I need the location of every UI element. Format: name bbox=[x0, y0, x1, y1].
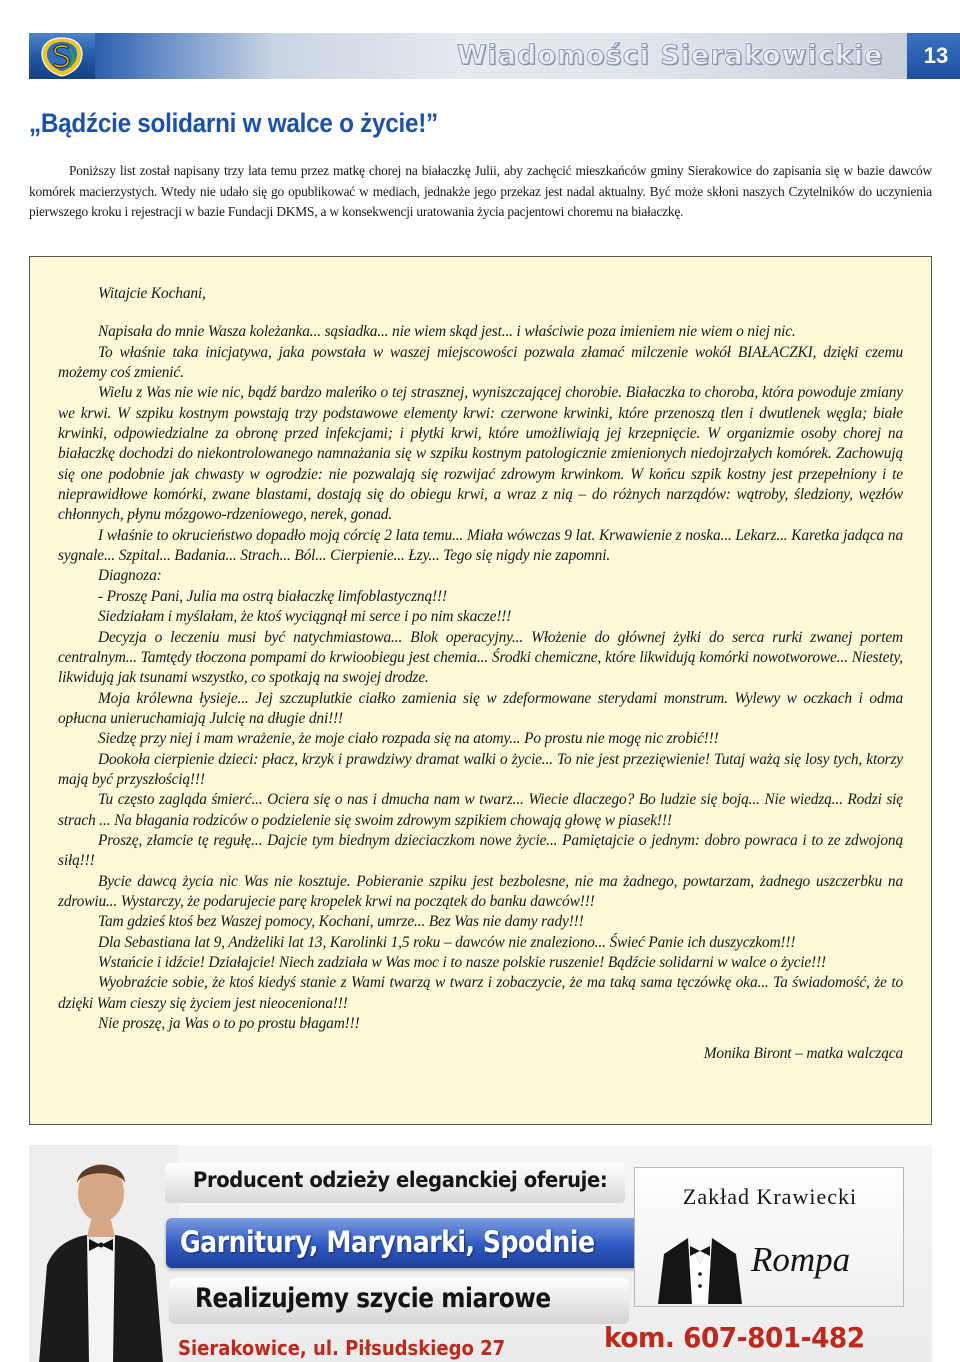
ad-phone: kom. 607-801-482 bbox=[604, 1321, 865, 1354]
letter-greeting: Witajcie Kochani, bbox=[98, 285, 206, 302]
letter-paragraph: Diagnoza: bbox=[98, 567, 162, 585]
tailor-advertisement bbox=[29, 1145, 932, 1362]
letter-body bbox=[58, 284, 903, 1065]
ad-address-line bbox=[172, 1337, 568, 1359]
tailor-logo-name: Zakład Krawiecki bbox=[682, 1184, 858, 1209]
man-in-tuxedo-image bbox=[29, 1145, 179, 1362]
letter-paragraph: Wyobraźcie sobie, że ktoś kiedyś stanie z Wami twarzą w twarz i zobaczycie, że ma taką sama tęczówkę oka... Ta świadomość, że to dzięki Wam cieszy się życiem jest nieoceniona!!! bbox=[58, 974, 903, 1012]
page-number: 13 bbox=[923, 43, 949, 68]
publication-title: Wiadomości Sierakowickie bbox=[456, 40, 884, 71]
ad-headline: Producent odzieży eleganckiej oferuje: bbox=[193, 1168, 608, 1192]
ad-headline-banner bbox=[165, 1163, 625, 1203]
article-headline: „Bądźcie solidarni w walce o życie!” bbox=[29, 108, 438, 138]
letter-paragraph: Dla Sebastiana lat 9, Andżeliki lat 13, Karolinki 1,5 roku – dawców nie znaleziono... Świeć Panie ich duszyczkom!!! bbox=[98, 933, 796, 951]
ad-products: Garnitury, Marynarki, Spodnie bbox=[180, 1225, 595, 1259]
letter-paragraph: Decyzja o leczeniu musi być natychmiastowa... Blok operacyjny... Włożenie do głównej żyłki do serca rurki zwanej portem centralnym... Tamtędy tłoczona pompami do krwioobiegu jest chemia... Środki chemiczne, które likwidują komórki nowotworowe... Niestety, likwidują jak tsunami wszystko, co spotkają na swojej drodze. bbox=[58, 628, 903, 687]
letter-paragraph: To właśnie taka inicjatywa, jaka powstała w waszej miejscowości pozwala złamać milczenie wokół BIAŁACZKI, dzięki czemu możemy coś zmienić. bbox=[58, 343, 903, 382]
letter-paragraph: Siedziałam i myślałam, że ktoś wyciągnął mi serce i po nim skacze!!! bbox=[98, 608, 512, 626]
letter-paragraph: Bycie dawcą życia nic Was nie kosztuje. Pobieranie szpiku jest bezbolesne, nie ma żadnego, powtarzam, żadnego uszczerbku na zdrowiu... Wystarczy, że podarujecie parę kropelek krwi na początek do banku dawców!!! bbox=[58, 872, 903, 910]
letter-box bbox=[29, 256, 932, 1125]
letter-paragraph: Wielu z Was nie wie nic, bądź bardzo maleńko o tej strasznej, wyniszczającej chorobie. Białaczka to choroba, która powoduje zmiany we krwi. W szpiku kostnym powstają trzy podstawowe elementy krwi: czerwone krwinki, które przenoszą tlen i dwutlenek węgla; białe krwinki, odpowiedzialne za obronę przed infekcjami; i płytki krwi, które umożliwiają jej krzepnięcie. W organizmie osoby chorej na białaczkę dochodzi do niekontrolowanego namnażania się w szpiku kostnym patologicznie zmienionych niedojrzałych komórek. Zachowują się one podobnie jak chwasty w ogrodzie: nie pozwalają się rozwijać zdrowym krwinkom. W końcu szpik kostny jest przepełniony i te nieprawidłowe komórki, zwane blastami, dostają się do obiegu krwi, a wraz z nią – do różnych narządów: wątroby, śledziony, węzłów chłonnych, płynu mózgowo-rdzeniowego, nerek, gonad. bbox=[58, 384, 903, 524]
ad-products-banner bbox=[166, 1218, 656, 1268]
page-number-box bbox=[907, 33, 960, 79]
header-logo-panel bbox=[29, 33, 95, 79]
letter-paragraph: Moja królewna łysieje... Jej szczuplutkie ciałko zamienia się w zdeformowane sterydami monstrum. Wylewy w oczkach i odma opłucna unieruchamiają Julcię na długie dni!!! bbox=[58, 689, 903, 727]
tuxedo-icon bbox=[650, 1234, 750, 1304]
article-intro: Poniższy list został napisany trzy lata temu przez matkę chorej na białaczkę Julii, aby zachęcić mieszkańców gminy Sierakowice do zapisania się w bazie dawców komórek macierzystych. Wtedy nie udało się go opublikować w mediach, jednakże jego przekaz jest nadal aktualny. Być może skłoni naszych Czytelników do uczynienia pierwszego kroku i rejestracji w bazie Fundacji DKMS, a w konsekwencji uratowania życia pacjentowi choremu na białaczkę. bbox=[29, 163, 932, 219]
letter-paragraph: - Proszę Pani, Julia ma ostrą białaczkę limfoblastyczną!!! bbox=[98, 587, 447, 605]
page-header bbox=[29, 33, 949, 79]
tailor-logo bbox=[634, 1167, 904, 1307]
ad-address: Sierakowice, ul. Piłsudskiego 27 bbox=[178, 1336, 506, 1360]
header-band bbox=[95, 33, 907, 79]
tailor-logo-script: Rompa bbox=[751, 1240, 851, 1279]
letter-paragraph: I właśnie to okrucieństwo dopadło moją córcię 2 lata temu... Miała wówczas 9 lat. Krwawienie z noska... Lekarz... Karetka jadąca na sygnale... Szpital... Badania... Strach... Ból... Cierpienie... Łzy... Tego się nigdy nie zapomni. bbox=[58, 526, 903, 565]
ad-service-banner bbox=[169, 1278, 629, 1324]
letter-paragraph: Tam gdzieś ktoś bez Waszej pomocy, Kochani, umrze... Bez Was nie damy rady!!! bbox=[98, 913, 584, 931]
letter-signature: Monika Biront – matka walcząca bbox=[703, 1045, 903, 1063]
letter-paragraph: Dookoła cierpienie dzieci: płacz, krzyk i prawdziwy dramat walki o życie... To nie jest przezięwienie! Tutaj ważą się losy tych, ktorzy mają być przyszłością!!! bbox=[58, 750, 903, 788]
letter-paragraph: Nie proszę, ja Was o to po prostu błagam!!! bbox=[98, 1015, 360, 1033]
ad-service: Realizujemy szycie miarowe bbox=[195, 1283, 551, 1314]
letter-paragraph: Proszę, złamcie tę regułę... Dajcie tym biednym dzieciaczkom nowe życie... Pamiętajcie o jednym: dobro powraca i to ze zdwojoną siłą!!! bbox=[58, 831, 903, 870]
letter-paragraph: Wstańcie i idźcie! Działajcie! Niech zadziała w Was moc i to nasze polskie ruszenie! Bądźcie solidarni w walce o życie!!! bbox=[98, 954, 827, 971]
letter-paragraph: Siedzę przy niej i mam wrażenie, że moje ciało rozpada się na atomy... Po prostu nie mogę nic zrobić!!! bbox=[98, 730, 719, 748]
letter-paragraph: Tu często zagląda śmierć... Ociera się o nas i dmucha nam w twarz... Wiecie dlaczego? Bo ludzie się boją... Nie wiedzą... Rodzi się strach ... Na błagania rodziców o podzielenie się swoim zdrowym szpikiem chowają głowę w piasek!!! bbox=[58, 791, 903, 829]
letter-paragraph: Napisała do mnie Wasza koleżanka... sąsiadka... nie wiem skąd jest... i właściwie poza imieniem nie wiem o niej nic. bbox=[98, 323, 796, 341]
ad-phone-line bbox=[604, 1321, 924, 1357]
municipality-crest-icon bbox=[38, 36, 86, 77]
